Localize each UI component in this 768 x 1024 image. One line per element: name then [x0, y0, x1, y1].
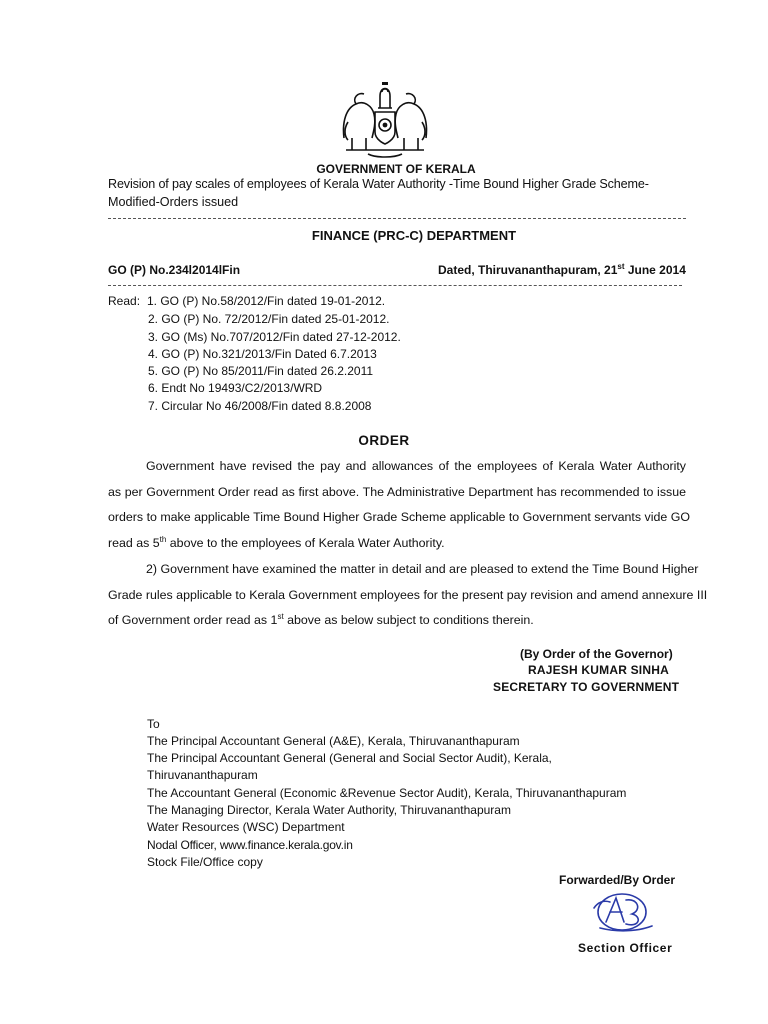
- dated-line: [438, 263, 686, 277]
- recipient-line: Thiruvananthapuram: [147, 768, 258, 782]
- government-title: GOVERNMENT OF KERALA: [316, 162, 476, 176]
- para2-line3-b: above as below subject to conditions therein.: [283, 613, 534, 627]
- recipient-line: The Managing Director, Kerala Water Authority, Thiruvananthapuram: [147, 803, 511, 817]
- order-paragraph-2: [108, 557, 708, 634]
- para1-line4-a: read as 5: [108, 535, 160, 550]
- go-number: GO (P) No.234l2014lFin: [108, 263, 241, 277]
- to-label: To: [147, 717, 160, 731]
- recipient-line: The Principal Accountant General (General and Social Sector Audit), Kerala,: [147, 751, 552, 765]
- kerala-emblem-icon: [338, 78, 432, 160]
- subject-line-2: Modified-Orders issued: [108, 195, 239, 209]
- read-item: 7. Circular No 46/2008/Fin dated 8.8.2008: [148, 399, 372, 413]
- subject-line-1: Revision of pay scales of employees of Kerala Water Authority -Time Bound Higher Grade Scheme-: [108, 177, 649, 191]
- para1-line: orders to make applicable Time Bound Higher Grade Scheme applicable to Government servants vide GO: [108, 510, 690, 524]
- para1-line4-sup: th: [159, 534, 167, 544]
- recipient-line: Nodal Officer, www.finance.kerala.gov.in: [147, 838, 353, 852]
- section-officer: Section Officer: [578, 941, 673, 955]
- para1-line: as per Government Order read as first above. The Administrative Department has recommended to issue: [108, 484, 686, 499]
- by-order-of-governor: (By Order of the Governor): [520, 647, 673, 661]
- read-item: 6. Endt No 19493/C2/2013/WRD: [148, 381, 323, 395]
- read-item: 2. GO (P) No. 72/2012/Fin dated 25-01-2012.: [148, 312, 390, 326]
- divider-bottom: [108, 285, 682, 286]
- dated-sup: st: [617, 262, 625, 271]
- recipient-line: The Principal Accountant General (A&E), Kerala, Thiruvananthapuram: [147, 734, 520, 748]
- order-heading: ORDER: [358, 433, 410, 448]
- read-item: 5. GO (P) No 85/2011/Fin dated 26.2.2011: [148, 364, 374, 378]
- read-label: Read:: [108, 294, 141, 308]
- para2-line3-a: of Government order read as 1: [108, 613, 278, 627]
- recipient-line: Water Resources (WSC) Department: [147, 820, 345, 834]
- recipient-line: The Accountant General (Economic &Revenue Sector Audit), Kerala, Thiruvananthapuram: [147, 786, 627, 800]
- secretary-title: SECRETARY TO GOVERNMENT: [493, 680, 680, 694]
- para2-line: 2) Government have examined the matter in detail and are pleased to extend the Time Bound Higher: [146, 562, 699, 576]
- para1-line: Government have revised the pay and allowances of the employees of Kerala Water Authority: [146, 459, 686, 473]
- para1-line4-b: above to the employees of Kerala Water Authority.: [166, 535, 445, 550]
- divider-top: [108, 218, 686, 219]
- department-title: FINANCE (PRC-C) DEPARTMENT: [311, 228, 517, 243]
- handwritten-signature: [586, 888, 662, 936]
- para2-line: [108, 608, 686, 634]
- secretary-name: RAJESH KUMAR SINHA: [528, 663, 669, 677]
- recipient-line: Stock File/Office copy: [147, 855, 263, 869]
- dated-prefix: Dated, Thiruvananthapuram, 21: [438, 263, 618, 277]
- dated-suffix: June 2014: [624, 263, 686, 277]
- para2-line3-sup: st: [277, 612, 284, 621]
- forwarded-by-order: Forwarded/By Order: [559, 873, 676, 887]
- para2-line: Grade rules applicable to Kerala Government employees for the present pay revision and amend annexure III: [108, 587, 708, 602]
- read-item: 4. GO (P) No.321/2013/Fin Dated 6.7.2013: [148, 347, 377, 361]
- order-paragraph-1: [108, 454, 690, 556]
- read-item: 1. GO (P) No.58/2012/Fin dated 19-01-2012.: [147, 294, 386, 308]
- read-item: 3. GO (Ms) No.707/2012/Fin dated 27-12-2012.: [148, 330, 401, 344]
- para1-line: [108, 531, 686, 557]
